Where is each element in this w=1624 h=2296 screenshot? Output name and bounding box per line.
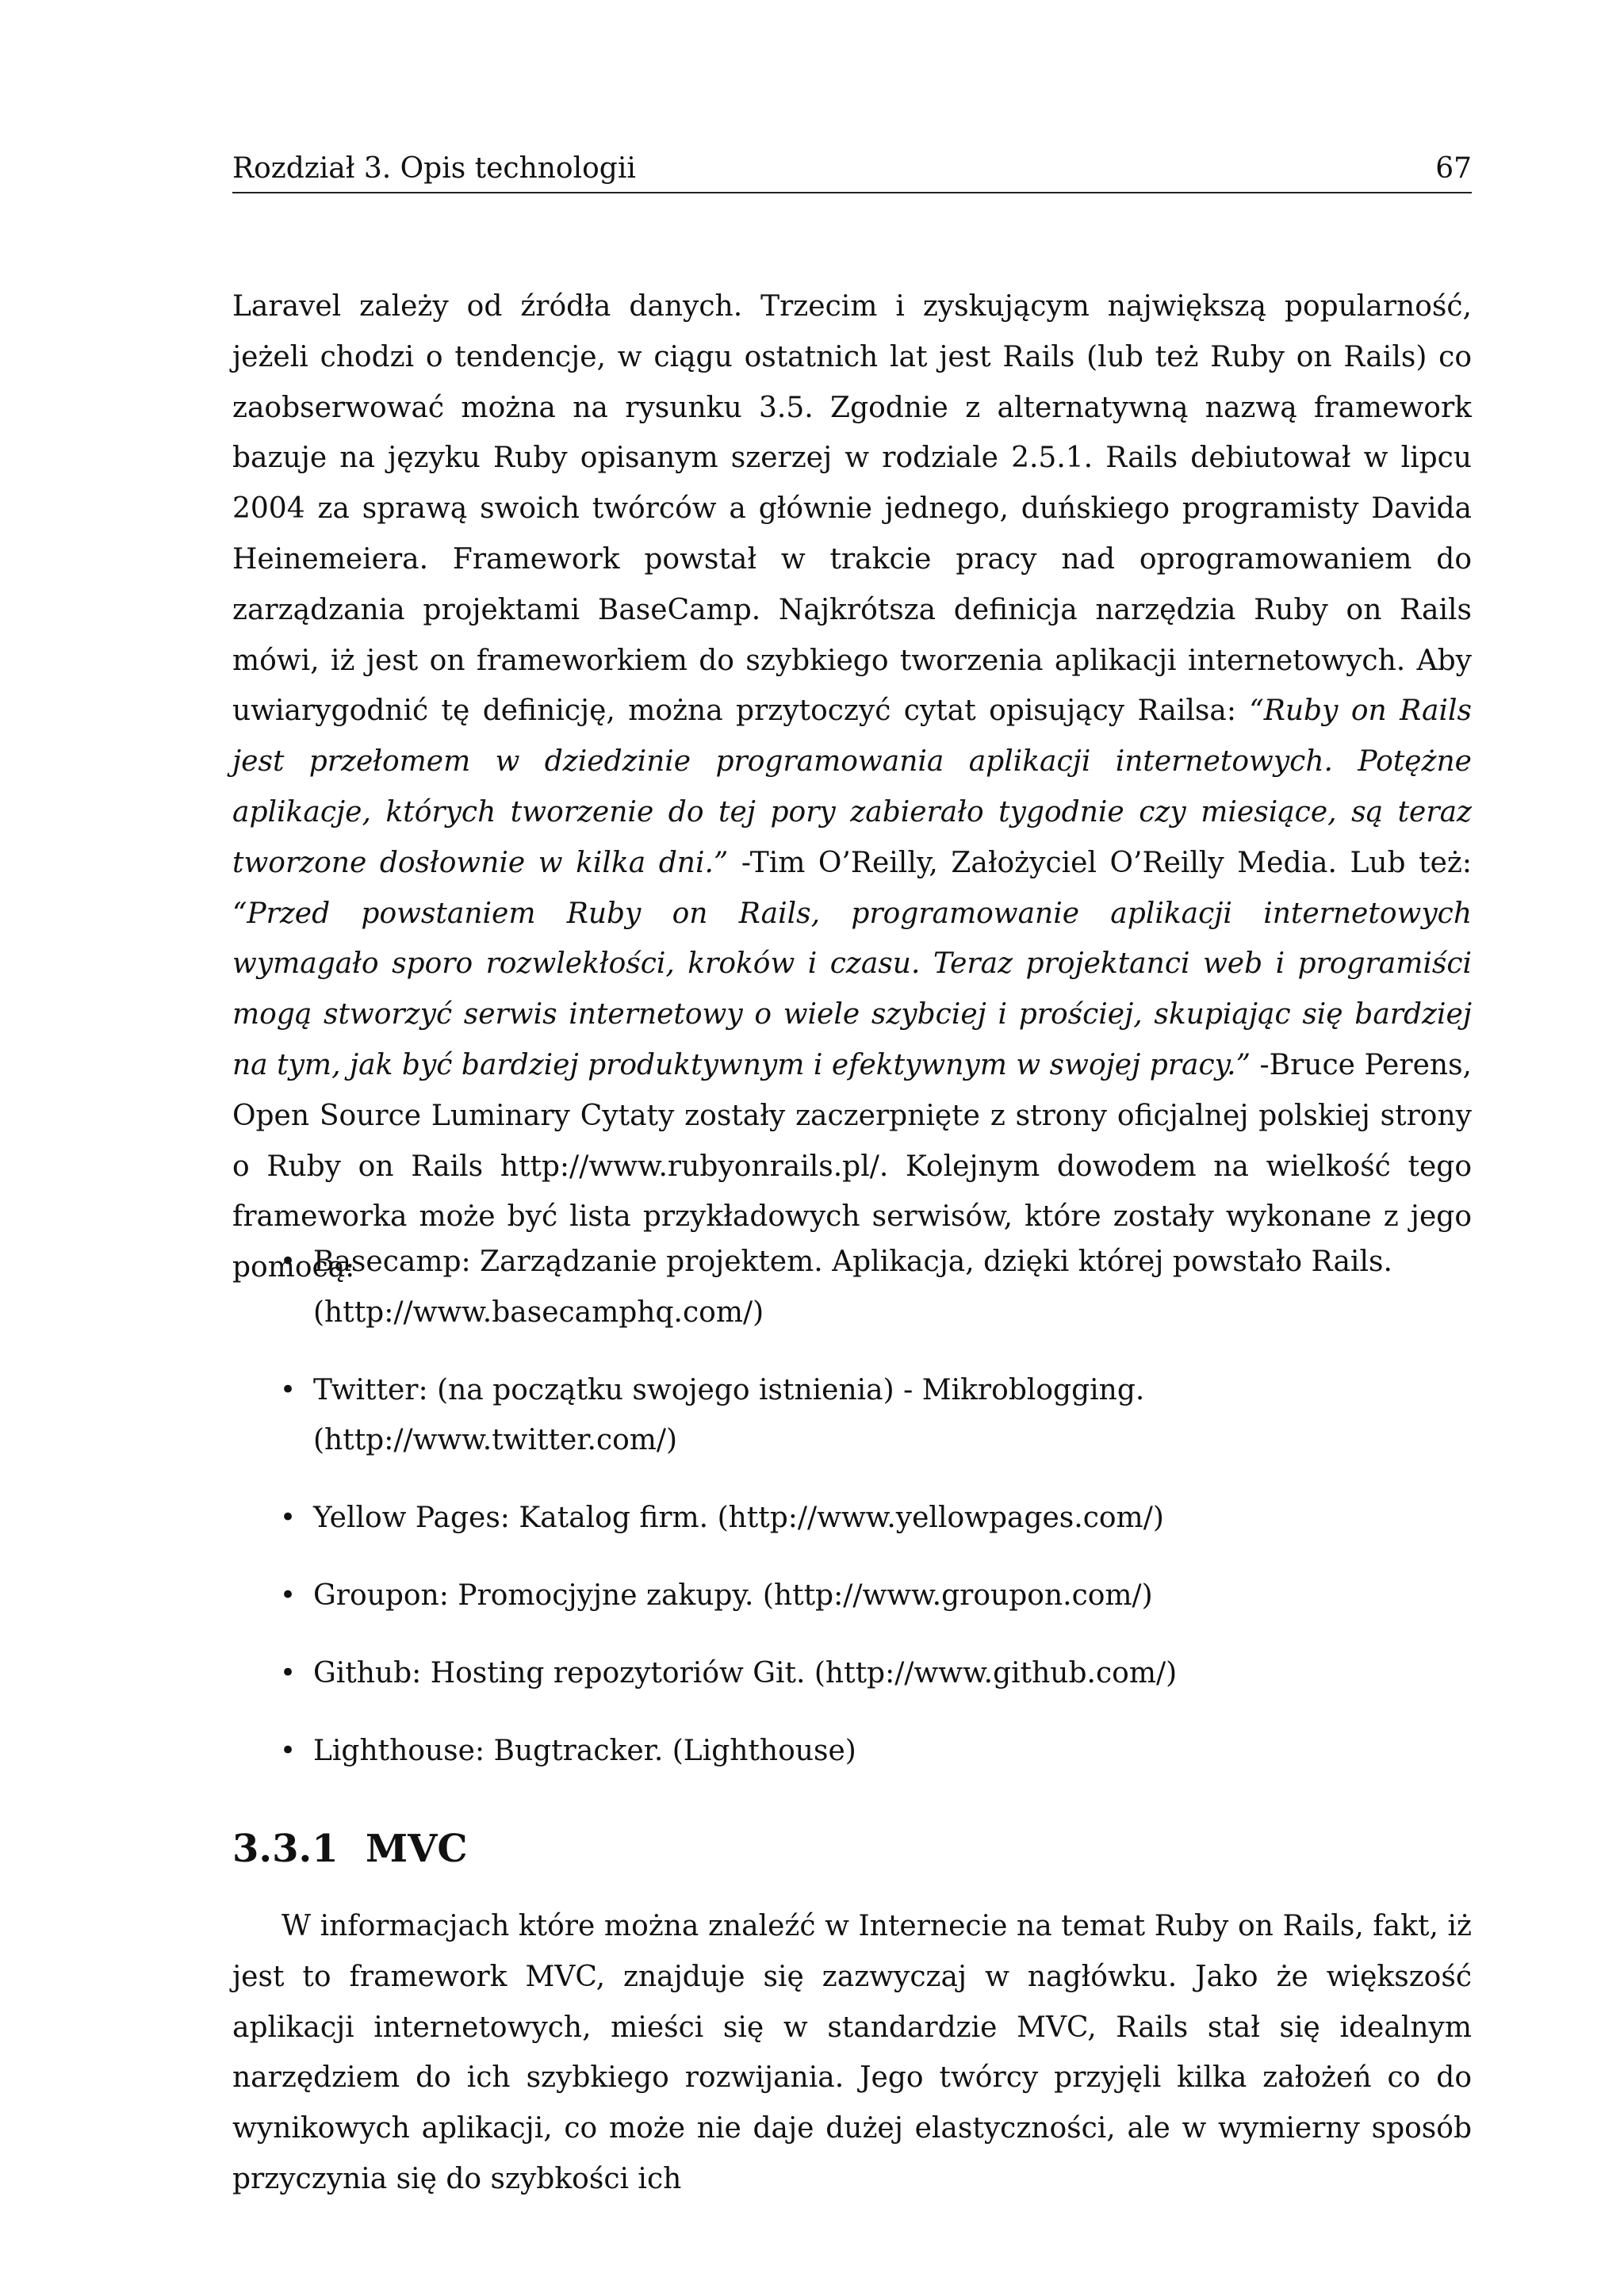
list-item	[280, 1493, 1485, 1544]
list-item-text: Lighthouse: Bugtracker. (Lighthouse)	[313, 1734, 856, 1767]
running-header	[232, 151, 1472, 193]
paragraph-mvc: W informacjach które można znaleźć w Internecie na temat Ruby on Rails, fakt, iż jest to framework MVC, znajduje się zazwyczaj w nagłówku. Jako że większość aplikacji internetowych, mieści się w standardzie MVC, Rails stał się idealnym narzędziem do ich szybkiego rozwijania. Jego twórcy przyjęli kilka założeń co do wynikowych aplikacji, co może nie daje dużej elastyczności, ale w wymierny sposób przyczynia się do szybkości ich	[232, 1910, 1472, 2195]
chapter-title: Rozdział 3. Opis technologii	[232, 152, 636, 185]
list-item	[280, 1571, 1485, 1621]
section-title: MVC	[366, 1827, 468, 1871]
paragraph-text: Laravel zależy od źródła danych. Trzecim i zyskującym największą popularność, jeżeli chodzi o tendencje, w ciągu ostatnich lat jest Rails (lub też Ruby on Rails) co zaobserwować można na rysunku 3.5. Zgodnie z alternatywną nazwą framework bazuje na języku Ruby opisanym szerzej w rodziale 2.5.1. Rails debiutował w lipcu 2004 za sprawą swoich twórców a głównie jednego, duńskiego programisty Davida Heinemeiera. Framework powstał w trakcie pracy nad oprogramowaniem do zarządzania projektami BaseCamp. Najkrótsza definicja narzędzia Ruby on Rails mówi, iż jest on frameworkiem do szybkiego tworzenia aplikacji internetowych. Aby uwiarygodnić tę definicję, można przytoczyć cytat opisujący Railsa:	[232, 290, 1472, 728]
list-item-text: Github: Hosting repozytoriów Git. (http://www.github.com/)	[313, 1656, 1178, 1689]
quote-oreilly: “Ruby on Rails jest przełomem w dziedzinie programowania aplikacji internetowych. Potężne aplikacje, których tworzenie do tej pory zabierało tygodnie czy miesiące, są teraz tworzone dosłownie w kilka dni.”	[232, 695, 1472, 879]
list-item	[280, 1648, 1485, 1699]
list-item	[280, 1726, 1485, 1777]
paragraph-text: -Tim O’Reilly, Założyciel O’Reilly Media. Lub też:	[728, 846, 1472, 879]
list-item-text: Basecamp: Zarządzanie projektem. Aplikacja, dzięki której powstało Rails.	[313, 1246, 1392, 1278]
list-item	[280, 1237, 1485, 1338]
list-item-text: Yellow Pages: Katalog firm. (http://www.yellowpages.com/)	[313, 1502, 1164, 1535]
list-item-url: (http://www.basecamphq.com/)	[313, 1295, 764, 1329]
paragraph-text: -Bruce Perens, Open Source Luminary Cytaty zostały zaczerpnięte z strony oficjalnej polskiej strony o Ruby on Rails http://www.rubyonrails.pl/. Kolejnym dowodem na wielkość tego frameworka może być lista przykładowych serwisów, które zostały wykonane z jego pomocą:	[232, 1048, 1472, 1284]
paragraph-rails-intro	[232, 281, 1472, 1293]
section-heading-mvc	[232, 1825, 468, 1873]
section-number: 3.3.1	[232, 1827, 339, 1871]
list-item-text: Groupon: Promocjyjne zakupy. (http://www.groupon.com/)	[313, 1578, 1153, 1612]
quote-perens: “Przed powstaniem Ruby on Rails, programowanie aplikacji internetowych wymagało sporo rozwlekłości, kroków i czasu. Teraz projektanci web i programiści mogą stworzyć serwis internetowy o wiele szybciej i prościej, skupiając się bardziej na tym, jak być bardziej produktywnym i efektywnym w swojej pracy.”	[232, 897, 1472, 1081]
page-number: 67	[1435, 152, 1472, 185]
list-item-text: Twitter: (na początku swojego istnienia) - Mikroblogging. (http://www.twitter.com/)	[313, 1373, 1145, 1457]
list-item	[280, 1365, 1485, 1467]
bullet-list-rails-sites	[280, 1237, 1485, 1776]
